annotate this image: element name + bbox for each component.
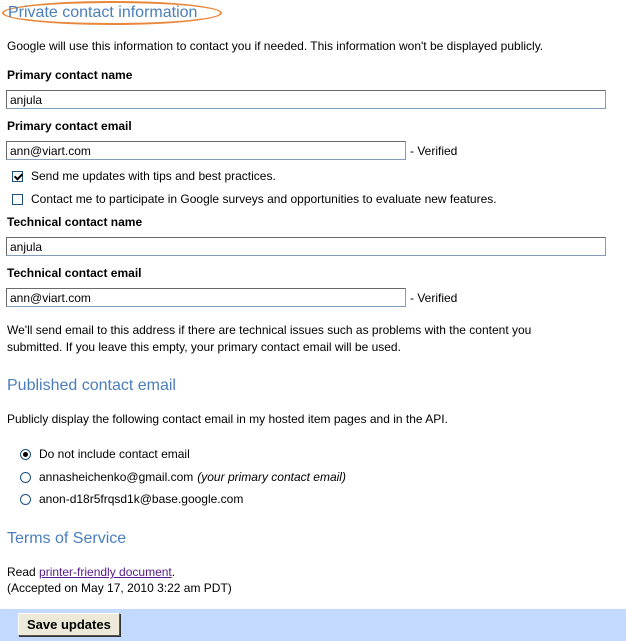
save-updates-button[interactable]: Save updates (18, 613, 120, 636)
published-option-radio[interactable] (20, 449, 31, 460)
surveys-checkbox-label: Contact me to participate in Google surveys and opportunities to evaluate new features. (31, 192, 497, 206)
published-contact-description: Publicly display the following contact email in my hosted item pages and in the API. (7, 412, 448, 426)
technical-email-note-line2: submitted. If you leave this empty, your primary contact email will be used. (7, 340, 401, 354)
published-option-note: (your primary contact email) (197, 470, 346, 484)
published-option-radio[interactable] (20, 472, 31, 483)
primary-contact-email-label: Primary contact email (7, 119, 132, 133)
technical-contact-name-label: Technical contact name (7, 215, 143, 229)
surveys-checkbox[interactable] (12, 194, 23, 205)
published-option-label: anon-d18r5frqsd1k@base.google.com (39, 492, 244, 506)
surveys-checkbox-row[interactable] (12, 191, 497, 207)
technical-contact-email-input[interactable] (6, 288, 406, 307)
terms-read-suffix: . (171, 565, 176, 579)
printer-friendly-link[interactable]: printer-friendly document (39, 565, 172, 579)
published-option-radio[interactable] (20, 494, 31, 505)
technical-email-verified-status: - Verified (410, 291, 458, 305)
published-contact-heading: Published contact email (7, 377, 176, 394)
technical-contact-name-input[interactable] (6, 237, 606, 256)
primary-contact-email-input[interactable] (6, 141, 406, 160)
private-contact-description: Google will use this information to contact you if needed. This information won't be displayed publicly. (7, 39, 544, 53)
private-contact-heading: Private contact information (8, 4, 198, 21)
terms-read-prefix: Read (7, 565, 40, 579)
updates-checkbox[interactable] (12, 171, 23, 182)
primary-email-verified-status: - Verified (410, 144, 458, 158)
technical-contact-email-label: Technical contact email (7, 266, 142, 280)
updates-checkbox-row[interactable] (12, 168, 276, 184)
terms-accepted-date: (Accepted on May 17, 2010 3:22 am PDT) (7, 581, 232, 595)
terms-read-line (7, 564, 175, 581)
updates-checkbox-label: Send me updates with tips and best practices. (31, 169, 276, 183)
footer-bar (0, 609, 626, 641)
published-option-label: Do not include contact email (39, 447, 190, 461)
published-option-primary[interactable] (20, 469, 346, 485)
primary-contact-name-label: Primary contact name (7, 68, 133, 82)
terms-heading: Terms of Service (7, 530, 127, 547)
published-option-none[interactable] (20, 446, 190, 462)
published-option-label: annasheichenko@gmail.com (39, 470, 194, 484)
primary-contact-name-input[interactable] (6, 90, 606, 109)
technical-email-note-line1: We'll send email to this address if there are technical issues such as problems with the content you (7, 323, 532, 337)
published-option-anonymous[interactable] (20, 491, 243, 507)
